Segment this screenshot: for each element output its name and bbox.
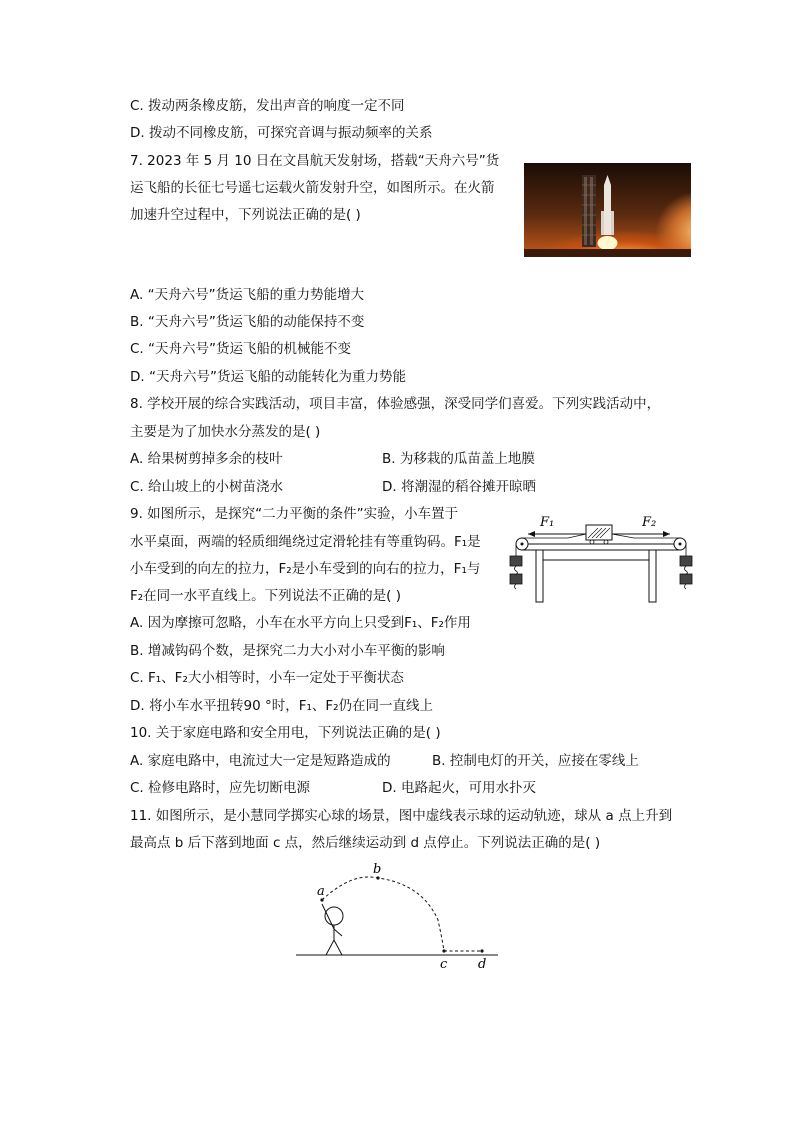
- q7-stem-line2: 运飞船的长征七号遥七运载火箭发射升空，如图所示。在火箭: [130, 180, 495, 196]
- thrower-figure: [322, 904, 343, 955]
- q8-stem-line1: 8. 学校开展的综合实践活动，项目丰富，体验感强，深受同学们喜爱。下列实践活动中，: [130, 396, 661, 412]
- q9-stem-line2: 水平桌面，两端的轻质细绳绕过定滑轮挂有等重钩码。F₁是: [130, 534, 481, 550]
- q8-stem-line2: 主要是为了加快水分蒸发的是( ): [130, 424, 321, 440]
- q9-option-d: D. 将小车水平扭转90 °时，F₁、F₂仍在同一直线上: [130, 698, 434, 714]
- two-force-balance-figure: [508, 510, 694, 606]
- q8-option-a: A. 给果树剪掉多余的枝叶: [130, 451, 283, 467]
- q9-option-b: B. 增减钩码个数，是探究二力大小对小车平衡的影响: [130, 643, 445, 659]
- q8-option-c: C. 给山坡上的小树苗浇水: [130, 479, 284, 495]
- force-f1-label: F₁: [540, 515, 555, 530]
- shot-put-trajectory-figure: [292, 860, 502, 972]
- q7-option-a: A. “天舟六号”货运飞船的重力势能增大: [130, 287, 365, 303]
- q10-option-a: A. 家庭电路中，电流过大一定是短路造成的: [130, 753, 391, 769]
- q10-option-b: B. 控制电灯的开关，应接在零线上: [432, 753, 639, 769]
- point-b-label: b: [373, 862, 382, 877]
- q10-option-d: D. 电路起火，可用水扑灭: [382, 780, 536, 796]
- q6-option-c: C. 拨动两条橡皮筋，发出声音的响度一定不同: [130, 98, 405, 114]
- point-a-label: a: [317, 884, 325, 899]
- q8-option-b: B. 为移栽的瓜苗盖上地膜: [382, 451, 535, 467]
- q7-option-c: C. “天舟六号”货运飞船的机械能不变: [130, 341, 351, 357]
- q10-option-c: C. 检修电路时，应先切断电源: [130, 780, 311, 796]
- q9-stem-line1: 9. 如图所示，是探究“二力平衡的条件”实验，小车置于: [130, 506, 459, 522]
- q7-option-d: D. “天舟六号”货运飞船的动能转化为重力势能: [130, 369, 406, 385]
- point-d-label: d: [478, 957, 487, 972]
- q6-option-d: D. 拨动不同橡皮筋，可探究音调与振动频率的关系: [130, 125, 433, 141]
- q9-stem-line3: 小车受到的向左的拉力，F₂是小车受到的向右的拉力，F₁与: [130, 561, 481, 577]
- q11-stem-line2: 最高点 b 后下落到地面 c 点，然后继续运动到 d 点停止。下列说法正确的是( ): [130, 835, 601, 851]
- q9-option-c: C. F₁、F₂大小相等时，小车一定处于平衡状态: [130, 670, 404, 686]
- point-c-label: c: [440, 957, 448, 972]
- q8-option-d: D. 将潮湿的稻谷摊开晾晒: [382, 479, 536, 495]
- q7-option-b: B. “天舟六号”货运飞船的动能保持不变: [130, 314, 365, 330]
- q10-stem: 10. 关于家庭电路和安全用电，下列说法正确的是( ): [130, 725, 441, 741]
- q9-option-a: A. 因为摩擦可忽略，小车在水平方向上只受到F₁、F₂作用: [130, 615, 471, 631]
- q9-stem-line4: F₂在同一水平直线上。下列说法不正确的是( ): [130, 588, 402, 604]
- q11-stem-line1: 11. 如图所示，是小慧同学掷实心球的场景，图中虚线表示球的运动轨迹，球从 a 点上升到: [130, 808, 673, 824]
- rocket-launch-photo: [524, 163, 691, 257]
- q7-stem-line1: 7. 2023 年 5 月 10 日在文昌航天发射场，搭载“天舟六号”货: [130, 153, 500, 169]
- force-f2-label: F₂: [642, 515, 657, 530]
- q7-stem-line3: 加速升空过程中，下列说法正确的是( ): [130, 207, 361, 223]
